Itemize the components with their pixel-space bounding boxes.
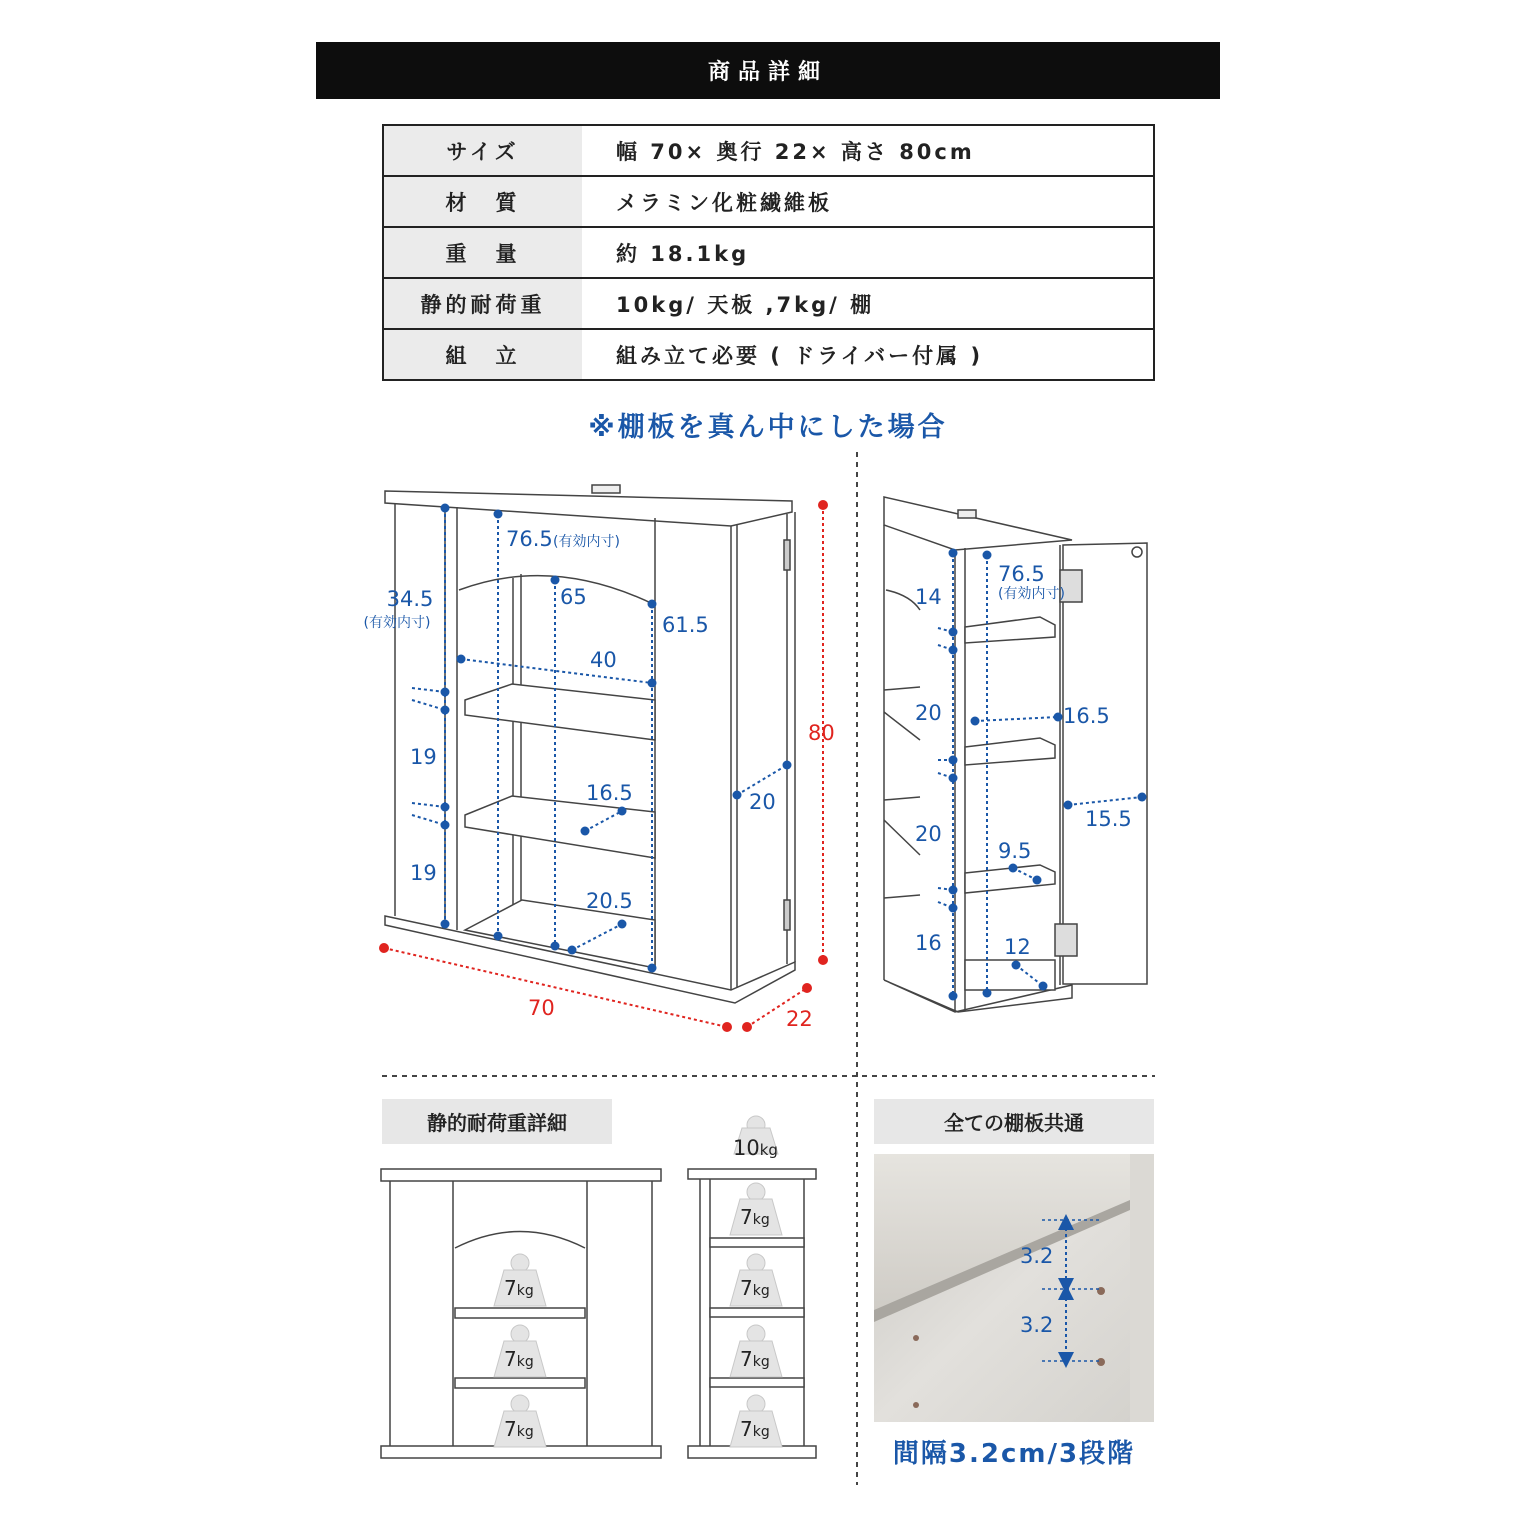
side-dim-inner-note: (有効内寸)	[998, 586, 1065, 602]
dim-arch-height: 65	[560, 585, 587, 609]
spec-value: 幅 70× 奥行 22× 高さ 80cm	[582, 125, 1154, 176]
dim-inner-height: 34.5	[386, 587, 434, 611]
pitch-label-a: 3.2	[1020, 1244, 1054, 1268]
front-load-3: 7	[504, 1417, 517, 1441]
side-dim-gap-mid1: 20	[915, 701, 942, 725]
side-load-unit-4: kg	[752, 1424, 770, 1440]
spec-value: 組み立て必要 ( ドライバー付属 )	[616, 343, 984, 368]
spec-value: 約 18.1kg	[582, 227, 1154, 278]
dim-door-depth: 20	[749, 790, 776, 814]
dim-shelf-gap-upper: 19	[410, 745, 437, 769]
weight-icons	[494, 1116, 782, 1447]
dim-shelf-width: 40	[590, 648, 617, 672]
front-load-2: 7	[504, 1347, 517, 1371]
shelf-common-title: 全ての棚板共通	[944, 1111, 1084, 1135]
shelf-position-note: ※棚板を真ん中にした場合	[588, 412, 948, 443]
dim-shelf-gap-lower: 19	[410, 861, 437, 885]
side-load-unit-1: kg	[752, 1212, 770, 1228]
section-title: 商品詳細	[707, 60, 828, 85]
front-load-unit-1: kg	[516, 1283, 534, 1299]
shelf-photo	[874, 1154, 1154, 1422]
shelf-common-chip	[874, 1099, 1154, 1144]
shelf-pitch-caption: 間隔3.2cm/3段階	[892, 1439, 1136, 1469]
top-load-value: 10	[733, 1136, 760, 1160]
front-load-unit-2: kg	[516, 1354, 534, 1370]
side-dim-small-shelf: 9.5	[998, 839, 1032, 863]
side-dim-gap-mid2: 20	[915, 822, 942, 846]
dim-total-depth: 22	[786, 1007, 813, 1031]
side-load-3: 7	[740, 1347, 753, 1371]
side-dim-inner-height: 76.5	[998, 562, 1045, 586]
side-load-unit-3: kg	[752, 1354, 770, 1370]
dim-inner-width-note: (有効内寸)	[553, 534, 620, 550]
side-load-4: 7	[740, 1417, 753, 1441]
dim-bottom-depth: 20.5	[586, 889, 633, 913]
dim-shelf-depth: 16.5	[586, 781, 633, 805]
spec-value: 10kg/ 天板 ,7kg/ 棚	[582, 278, 1154, 329]
front-load-unit-3: kg	[516, 1424, 534, 1440]
load-detail-title: 静的耐荷重詳細	[427, 1111, 567, 1135]
load-detail-chip	[382, 1099, 612, 1144]
spec-label: 静的耐荷重	[383, 278, 582, 329]
side-dim-door-width: 15.5	[1085, 807, 1132, 831]
side-dim-gap-top: 14	[915, 585, 942, 609]
side-dim-shelf-depth: 16.5	[1063, 704, 1110, 728]
dim-inner-width: 76.5	[506, 527, 553, 551]
spec-label: サイズ	[383, 125, 582, 176]
spec-value: メラミン化粧繊維板	[582, 176, 1154, 227]
spec-label: 材 質	[383, 176, 582, 227]
dim-total-height: 80	[808, 721, 835, 745]
spec-label: 重 量	[383, 227, 582, 278]
pitch-label-b: 3.2	[1020, 1313, 1054, 1337]
side-dim-bottom-depth: 12	[1004, 935, 1031, 959]
side-dim-gap-bottom: 16	[915, 931, 942, 955]
side-load-unit-2: kg	[752, 1283, 770, 1299]
dim-total-width: 70	[528, 996, 555, 1020]
spec-label: 組 立	[383, 329, 582, 380]
side-load-1: 7	[740, 1205, 753, 1229]
side-load-2: 7	[740, 1276, 753, 1300]
front-load-1: 7	[504, 1276, 517, 1300]
dim-side-height: 61.5	[662, 613, 709, 637]
dim-inner-height-note: (有効内寸)	[363, 615, 431, 631]
top-load-unit: kg	[759, 1141, 778, 1159]
